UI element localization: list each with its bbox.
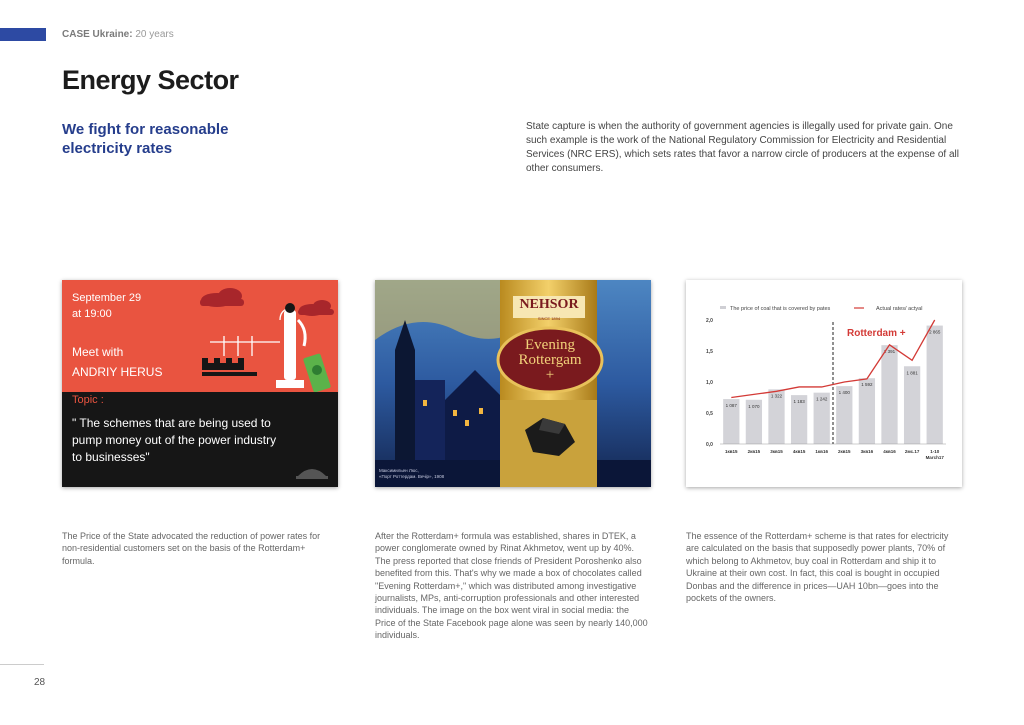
bar-value-label: 1 322 xyxy=(770,393,783,399)
bar-value-label: 1 183 xyxy=(793,399,805,405)
x-tick-label: 4кв16 xyxy=(883,449,896,454)
header-years: 20 years xyxy=(135,29,174,40)
x-tick-label: 4кв15 xyxy=(792,449,806,454)
poster-meet: Meet with xyxy=(72,345,124,359)
poster-topic-label: Topic : xyxy=(72,394,104,406)
intro-paragraph: State capture is when the authority of government agencies is illegally used for private gain. One such example is the work of the National Regulatory Commission for Electricity and Residential Services (NRC ERS), which sets rates that favor a narrow circle of producers at the expense of all other consumers. xyxy=(526,121,959,174)
box-brand: NEHSOR xyxy=(519,297,579,312)
bar-10 xyxy=(927,326,943,444)
legend-line-label: Actual rates/ actyal xyxy=(876,306,923,312)
bar-value-label: 1 070 xyxy=(748,403,760,409)
event-poster xyxy=(62,280,338,487)
box-caption-line-2: «Порт Роттердам. Вечір», 1908 xyxy=(379,474,445,479)
x-tick-label: 2мс.17 xyxy=(904,449,920,454)
box-since: SINCE 1894 xyxy=(537,316,561,321)
chart-svg xyxy=(686,280,962,487)
x-tick-label: 1-10 xyxy=(930,449,940,454)
x-tick-label: 3кв15 xyxy=(770,449,783,454)
box-name-plus: + xyxy=(545,367,555,383)
box-caption-line-1: Максимильен Люс, xyxy=(379,468,419,473)
box-product-name xyxy=(498,338,602,383)
footer-rule xyxy=(0,664,44,665)
bar-value-label: 2 865 xyxy=(929,329,941,335)
x-tick-label: 1кв15 xyxy=(725,449,738,454)
y-tick-label: 1,5 xyxy=(706,349,713,355)
poster-logo-icon xyxy=(292,458,332,482)
y-tick-label: 1,0 xyxy=(706,380,713,386)
legend-bar-label: The price of coal that is covered by pates xyxy=(730,306,831,312)
bar-value-label: 1 242 xyxy=(816,396,828,402)
bar-9 xyxy=(904,366,920,444)
y-tick-label: 2,0 xyxy=(706,318,713,324)
x-tick-label-line-2: March17 xyxy=(925,455,944,460)
accent-bar xyxy=(0,28,46,41)
poster-date: September 29 xyxy=(72,292,142,304)
column-1-text: The Price of the State advocated the reduction of power rates for non-residential customers set on the basis of the Rotterdam+ formula. xyxy=(62,531,321,566)
column-2-text: After the Rotterdam+ formula was established, shares in DTEK, a power conglomerate owned by Rinat Akhmetov, went up by 40%. The press reported that close friends of President Poroshenko also benefited from this. That's why we made a box of chocolates called "Evening Rotterdam+," which was distributed among investigative journalists, MPs, anti-corruption professionals and other interested individuals. The image on the box went viral in social media: the Price of the State Facebook page alone was seen by nearly 140,000 individuals. xyxy=(375,531,648,641)
x-tick-label: 3кв16 xyxy=(860,449,874,454)
y-tick-label: 0,0 xyxy=(706,442,713,448)
box-name-line-1: Evening xyxy=(525,337,575,353)
x-tick-label: 2кв15 xyxy=(838,449,851,454)
poster-topic-line-2: pump money out of the power industry xyxy=(72,433,277,447)
bar-value-label: 1 881 xyxy=(906,370,918,376)
section-subtitle: We fight for reasonable electricity rates xyxy=(62,121,229,157)
chocolate-box-photo xyxy=(375,280,651,487)
poster-time: at 19:00 xyxy=(72,308,112,320)
bar-8 xyxy=(881,345,897,444)
poster-topic-line-1: " The schemes that are being used to xyxy=(72,416,271,430)
bar-value-label: 1 592 xyxy=(861,382,873,388)
header-brand: CASE Ukraine: xyxy=(62,29,133,40)
box-name-line-2: Rottergam xyxy=(518,352,582,368)
bar-value-label: 1 087 xyxy=(725,403,737,409)
rotterdam-chart xyxy=(686,280,962,487)
poster-speaker: ANDRIY HERUS xyxy=(72,365,163,379)
bar-value-label: 2 391 xyxy=(883,349,896,355)
poster-topic-line-3: to businesses" xyxy=(72,450,150,464)
page-number: 28 xyxy=(34,677,46,688)
x-tick-label: 1кв16 xyxy=(815,449,828,454)
y-tick-label: 0,5 xyxy=(706,411,713,417)
bar-value-label: 1 400 xyxy=(838,390,850,396)
rotterdam-annotation: Rotterdam + xyxy=(847,328,906,339)
running-header xyxy=(62,29,174,40)
legend-bar-swatch xyxy=(720,306,726,309)
bar-7 xyxy=(859,378,875,444)
page-title: Energy Sector xyxy=(62,65,239,95)
box-painting-caption xyxy=(379,468,444,480)
x-tick-label: 2кв15 xyxy=(747,449,761,454)
column-3-text: The essence of the Rotterdam+ scheme is that rates for electricity are calculated on the basis that supposedly power plants, 70% of which belong to Akhmetov, buy coal in Rotterdam and ship it to Ukraine at their own cost. In fact, this coal is bought in occupied Donbas and the difference in prices—UAH 10bn—goes into the pockets of the owners. xyxy=(686,531,949,604)
